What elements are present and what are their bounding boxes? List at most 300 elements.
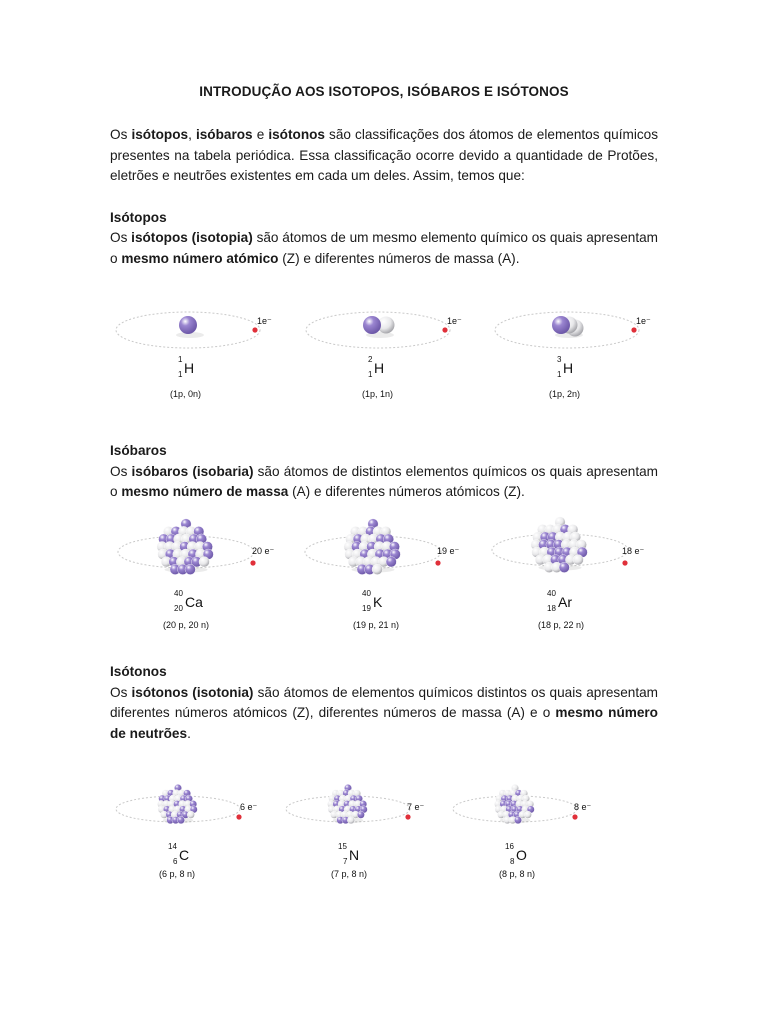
neutron: [344, 541, 354, 551]
atomic-number: 8: [510, 857, 515, 866]
particle-composition: (1p, 1n): [362, 389, 394, 399]
isobaros-bold-1: isóbaros (isobaria): [131, 463, 254, 479]
electron-count-label: 18 e⁻: [622, 546, 645, 556]
neutron: [352, 549, 362, 559]
neutron: [569, 547, 579, 557]
neutron: [179, 800, 186, 807]
isotonos-bold-2: mesmo número de neutrões: [110, 705, 658, 741]
electron-count-label: 1e⁻: [636, 316, 651, 326]
neutron: [371, 557, 381, 567]
proton: [368, 519, 378, 529]
proton: [548, 532, 558, 542]
neutron: [521, 800, 528, 807]
neutron: [345, 534, 355, 544]
electron: [442, 327, 447, 332]
intro-bold-isotopos: isótopos: [131, 127, 189, 142]
intro-bold-isotonos: isótonos: [268, 127, 325, 142]
proton: [540, 532, 550, 542]
proton: [339, 806, 346, 813]
proton: [513, 811, 520, 818]
proton: [559, 562, 569, 572]
neutron: [344, 806, 351, 813]
proton: [189, 534, 199, 544]
mass-number: 3: [557, 355, 562, 364]
neutron: [172, 541, 182, 551]
neutron: [373, 526, 383, 536]
neutron: [169, 795, 176, 802]
isobaros-paragraph: [110, 462, 658, 503]
neutron: [372, 564, 382, 574]
proton: [174, 784, 181, 791]
neutron: [552, 524, 562, 534]
isobaros-section: [110, 441, 658, 503]
isobaros-text-3: (A) e diferentes números atómicos (Z).: [288, 484, 525, 500]
proton: [552, 316, 570, 334]
proton: [159, 795, 166, 802]
proton: [527, 806, 534, 813]
proton: [202, 541, 212, 551]
proton: [169, 557, 179, 567]
proton: [554, 547, 564, 557]
electron: [250, 560, 255, 565]
element-symbol: C: [179, 847, 190, 863]
neutron: [328, 806, 335, 813]
proton: [364, 564, 374, 574]
neutron: [332, 790, 339, 797]
neutron: [162, 790, 169, 797]
electron-orbit: [453, 796, 577, 822]
electron-orbit: [495, 312, 639, 348]
isobaros-bold-2: mesmo número de massa: [121, 484, 289, 500]
particle-composition: (18 p, 22 n): [538, 620, 585, 630]
neutron: [545, 524, 555, 534]
atomic-number: 1: [178, 370, 183, 379]
neutron: [347, 816, 354, 823]
neutron: [329, 795, 336, 802]
proton: [357, 811, 364, 818]
neutron: [352, 811, 359, 818]
neutron: [187, 811, 194, 818]
proton: [164, 795, 171, 802]
electron-orbit: [305, 536, 441, 568]
neutron: [173, 549, 183, 559]
isotonos-paragraph: [110, 683, 658, 745]
neutron: [195, 541, 205, 551]
neutron: [569, 539, 579, 549]
atomic-number: 1: [557, 370, 562, 379]
proton: [547, 547, 557, 557]
neutron: [361, 534, 371, 544]
neutron: [346, 811, 353, 818]
nucleus-shadow: [366, 332, 394, 338]
neutron: [187, 541, 197, 551]
proton: [500, 800, 507, 807]
neutron: [519, 811, 526, 818]
proton: [554, 539, 564, 549]
proton: [166, 534, 176, 544]
proton: [181, 519, 191, 529]
proton: [365, 526, 375, 536]
atomic-number: 7: [343, 857, 348, 866]
particle-composition: (20 p, 20 n): [163, 620, 210, 630]
neutron: [524, 811, 531, 818]
neutron: [164, 541, 174, 551]
neutron: [330, 811, 337, 818]
neutron: [368, 534, 378, 544]
proton: [558, 555, 568, 565]
neutron: [382, 541, 392, 551]
neutron: [555, 517, 565, 527]
neutron: [381, 526, 391, 536]
proton: [501, 795, 508, 802]
electron: [405, 814, 410, 819]
element-symbol: H: [563, 360, 574, 376]
isotonos-heading: Isótonos: [110, 664, 167, 679]
electron-orbit: [492, 534, 628, 566]
neutron: [374, 541, 384, 551]
electron: [252, 327, 257, 332]
particle-composition: (6 p, 8 n): [159, 869, 196, 879]
isotonos-text-1: Os: [110, 684, 132, 700]
neutron: [543, 555, 553, 565]
electron-count-label: 19 e⁻: [437, 546, 460, 556]
element-symbol: N: [349, 847, 360, 863]
proton: [184, 557, 194, 567]
proton: [185, 795, 192, 802]
atomic-number: 6: [173, 857, 178, 866]
intro-text-1: Os: [110, 127, 132, 142]
electron: [435, 560, 440, 565]
proton: [515, 790, 522, 797]
neutron: [531, 539, 541, 549]
neutron: [537, 524, 547, 534]
neutron: [157, 541, 167, 551]
neutron: [157, 800, 164, 807]
isotopos-heading: Isótopos: [110, 209, 167, 225]
neutron: [520, 790, 527, 797]
element-symbol: Ca: [185, 594, 203, 610]
neutron: [363, 557, 373, 567]
isobaros-heading: Isóbaros: [110, 443, 167, 458]
electron-orbit: [116, 796, 240, 822]
proton: [166, 811, 173, 818]
proton: [353, 534, 363, 544]
proton: [177, 816, 184, 823]
proton: [189, 800, 196, 807]
isotonos-text-3: .: [187, 725, 191, 741]
proton: [177, 564, 187, 574]
neutron: [522, 806, 529, 813]
isotopos-bold-1: isótopos (isotopia): [131, 230, 253, 246]
neutron: [350, 526, 360, 536]
neutron: [517, 795, 524, 802]
neutron: [160, 811, 167, 818]
proton: [357, 564, 367, 574]
mass-number: 40: [174, 589, 183, 598]
mass-number: 14: [168, 842, 177, 851]
element-symbol: H: [184, 360, 195, 376]
neutron: [158, 549, 168, 559]
proton: [188, 549, 198, 559]
neutron: [500, 806, 507, 813]
proton: [375, 549, 385, 559]
neutron: [333, 806, 340, 813]
neutron: [354, 800, 361, 807]
neutron: [497, 811, 504, 818]
proton: [342, 816, 349, 823]
isotopos-text-1: Os: [110, 230, 132, 246]
proton: [390, 549, 400, 559]
neutron: [356, 557, 366, 567]
neutron: [199, 557, 209, 567]
neutron: [339, 795, 346, 802]
proton: [516, 806, 523, 813]
electron-orbit: [306, 312, 450, 348]
neutron: [341, 811, 348, 818]
neutron: [378, 317, 395, 334]
neutron: [168, 800, 175, 807]
proton: [350, 795, 357, 802]
element-symbol: H: [374, 360, 385, 376]
neutron: [565, 555, 575, 565]
nucleus-shadow: [163, 817, 194, 823]
proton: [179, 316, 197, 334]
electron: [631, 327, 636, 332]
electron: [622, 560, 627, 565]
isotopos-paragraph: [110, 228, 658, 269]
proton: [351, 541, 361, 551]
proton: [538, 539, 548, 549]
proton: [514, 816, 521, 823]
isotopos-text-3: (Z) e diferentes números de massa (A).: [278, 250, 520, 266]
neutron: [173, 790, 180, 797]
neutron: [532, 532, 542, 542]
neutron: [337, 790, 344, 797]
proton: [165, 549, 175, 559]
neutron: [178, 526, 188, 536]
proton: [550, 555, 560, 565]
particle-composition: (8 p, 8 n): [499, 869, 536, 879]
nucleus-shadow: [176, 332, 204, 338]
atomic-number: 18: [547, 604, 556, 613]
proton: [577, 547, 587, 557]
nucleus-shadow: [351, 567, 394, 573]
neutron: [509, 816, 516, 823]
proton: [191, 557, 201, 567]
neutron: [522, 795, 529, 802]
neutron: [180, 549, 190, 559]
electron-count-label: 8 e⁻: [574, 802, 592, 812]
mass-number: 40: [362, 589, 371, 598]
proton: [194, 526, 204, 536]
neutron: [174, 806, 181, 813]
proton: [505, 800, 512, 807]
electron-orbit: [118, 536, 254, 568]
proton: [508, 811, 515, 818]
neutron: [181, 534, 191, 544]
mass-number: 1: [178, 355, 183, 364]
intro-text-3: e: [252, 127, 269, 142]
proton: [511, 806, 518, 813]
neutron: [535, 555, 545, 565]
intro-paragraph: [110, 125, 658, 187]
proton: [167, 816, 174, 823]
electron-count-label: 20 e⁻: [252, 546, 275, 556]
mass-number: 15: [338, 842, 347, 851]
electron-count-label: 6 e⁻: [240, 802, 258, 812]
nucleus-shadow: [538, 565, 581, 571]
proton: [360, 806, 367, 813]
proton: [343, 800, 350, 807]
proton: [333, 800, 340, 807]
neutron: [195, 549, 205, 559]
proton: [360, 549, 370, 559]
nucleus-shadow: [333, 817, 364, 823]
atomic-number: 1: [368, 370, 373, 379]
neutron: [178, 790, 185, 797]
proton: [343, 790, 350, 797]
electron-orbit: [116, 312, 260, 348]
proton: [334, 795, 341, 802]
proton: [376, 534, 386, 544]
neutron: [338, 800, 345, 807]
proton: [158, 534, 168, 544]
electron-count-label: 7 e⁻: [407, 802, 425, 812]
neutron: [163, 526, 173, 536]
proton: [176, 811, 183, 818]
neutron: [348, 557, 358, 567]
mass-number: 16: [505, 842, 514, 851]
neutron: [516, 800, 523, 807]
electron-count-label: 1e⁻: [447, 316, 462, 326]
element-symbol: K: [373, 594, 383, 610]
neutron: [576, 539, 586, 549]
proton: [389, 541, 399, 551]
proton: [167, 790, 174, 797]
proton: [383, 534, 393, 544]
neutron: [555, 532, 565, 542]
neutron: [573, 555, 583, 565]
neutron: [532, 547, 542, 557]
document-body: [110, 84, 658, 270]
neutron: [499, 790, 506, 797]
proton: [190, 806, 197, 813]
neutron: [345, 549, 355, 559]
nucleus-shadow: [500, 817, 531, 823]
neutron: [185, 806, 192, 813]
neutron: [358, 526, 368, 536]
proton: [510, 800, 517, 807]
proton: [179, 806, 186, 813]
proton: [183, 790, 190, 797]
neutron: [503, 811, 510, 818]
isotopos-bold-2: mesmo número atómico: [121, 250, 279, 266]
neutron: [327, 800, 334, 807]
isobaros-text-2: são átomos de distintos elementos químicos os quais apresentam o: [110, 463, 658, 500]
mass-number: 40: [547, 589, 556, 598]
isobaros-text-1: Os: [110, 463, 132, 479]
neutron: [563, 532, 573, 542]
page-title: INTRODUÇÃO AOS ISOTOPOS, ISÓBAROS E ISÓTONOS: [199, 84, 569, 99]
neutron: [570, 532, 580, 542]
neutron: [561, 539, 571, 549]
proton: [180, 795, 187, 802]
neutron: [349, 800, 356, 807]
particle-composition: (1p, 2n): [549, 389, 581, 399]
neutron: [336, 811, 343, 818]
proton: [337, 816, 344, 823]
neutron: [511, 784, 518, 791]
proton: [546, 539, 556, 549]
proton: [355, 806, 362, 813]
intro-bold-isobaros: isóbaros: [195, 127, 253, 142]
neutron: [551, 562, 561, 572]
proton: [344, 784, 351, 791]
proton: [203, 549, 213, 559]
element-symbol: Ar: [558, 594, 572, 610]
mass-number: 2: [368, 355, 373, 364]
proton: [172, 816, 179, 823]
neutron: [174, 534, 184, 544]
neutron: [367, 549, 377, 559]
neutron: [171, 811, 178, 818]
neutron: [510, 790, 517, 797]
proton: [196, 534, 206, 544]
neutron: [544, 562, 554, 572]
proton: [386, 557, 396, 567]
neutron: [512, 795, 519, 802]
neutron: [567, 320, 584, 337]
neutron: [348, 790, 355, 797]
nucleus-shadow: [164, 567, 207, 573]
neutron: [158, 806, 165, 813]
atomic-number: 19: [362, 604, 371, 613]
neutron: [539, 547, 549, 557]
proton: [562, 547, 572, 557]
proton: [171, 526, 181, 536]
element-symbol: O: [516, 847, 527, 863]
neutron: [345, 795, 352, 802]
neutron: [161, 557, 171, 567]
proton: [349, 806, 356, 813]
neutron: [568, 524, 578, 534]
particle-composition: (7 p, 8 n): [331, 869, 368, 879]
neutron: [169, 806, 176, 813]
proton: [355, 795, 362, 802]
neutron: [175, 795, 182, 802]
neutron: [504, 790, 511, 797]
proton: [185, 564, 195, 574]
neutron: [359, 541, 369, 551]
electron-count-label: 1e⁻: [257, 316, 272, 326]
electron: [572, 814, 577, 819]
neutron: [176, 557, 186, 567]
neutron: [494, 800, 501, 807]
proton: [173, 800, 180, 807]
neutron: [496, 795, 503, 802]
proton: [182, 811, 189, 818]
proton: [382, 549, 392, 559]
proton: [359, 800, 366, 807]
neutron: [561, 317, 578, 334]
electron-orbit: [286, 796, 410, 822]
intro-text-4: são classificações dos átomos de elementos químicos presentes na tabela periódica. Essa classificação ocorre devido a quantidade de Protões, eletrões e neutrões existentes em cada um deles. Assim, temos que:: [110, 127, 658, 184]
atomic-number: 20: [174, 604, 183, 613]
neutron: [378, 557, 388, 567]
proton: [506, 795, 513, 802]
proton: [506, 806, 513, 813]
proton: [170, 564, 180, 574]
